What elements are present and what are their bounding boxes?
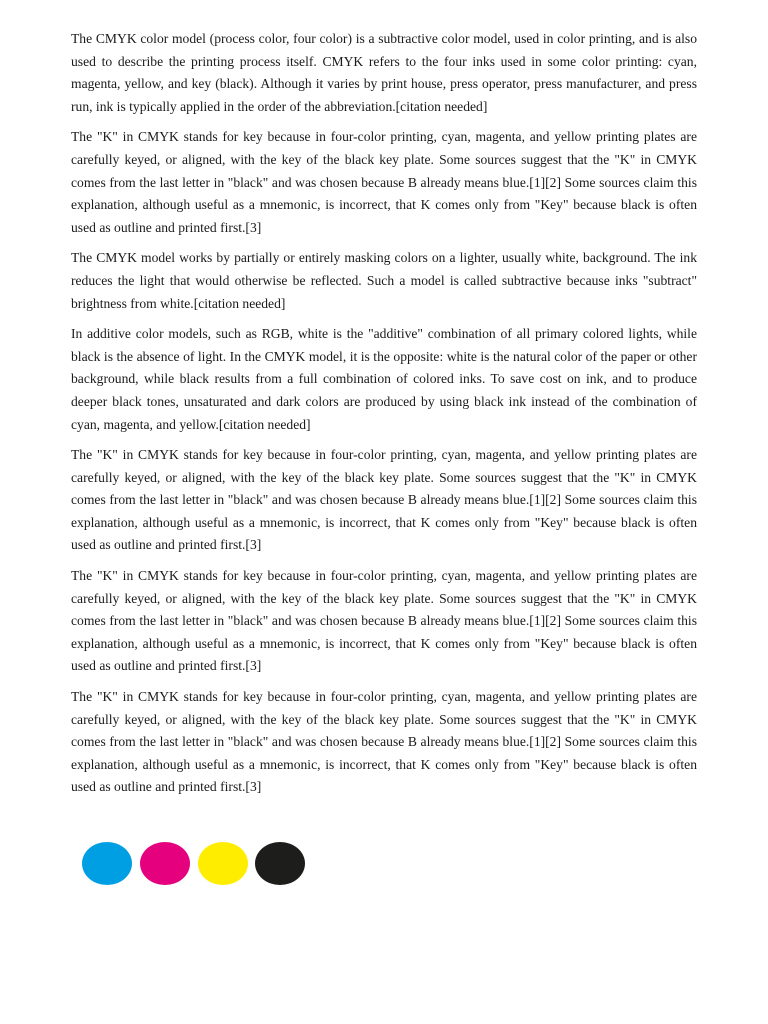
paragraph-key-explanation-repeat-3: The "K" in CMYK stands for key because in four-color printing, cyan, magenta, and yellow printing plates are carefully keyed, or aligned, with the key of the black key plate. Some sources suggest that the "K" in CMYK comes from the last letter in "black" and was chosen because B already means blue.[1][2] Some sources claim this explanation, although useful as a mnemonic, is incorrect, that K comes only from "Key" because black is often used as outline and printed first.[3] [71,689,697,795]
document-body [71,28,697,807]
paragraph-cmyk-intro: The CMYK color model (process color, four color) is a subtractive color model, used in color printing, and is also used to describe the printing process itself. CMYK refers to the four inks used in some color printing: cyan, magenta, yellow, and key (black). Although it varies by print house, press operator, press manufacturer, and press run, ink is typically applied in the order of the abbreviation.[citation needed] [71,31,697,114]
paragraph-key-explanation-repeat-1: The "K" in CMYK stands for key because in four-color printing, cyan, magenta, and yellow printing plates are carefully keyed, or aligned, with the key of the black key plate. Some sources suggest that the "K" in CMYK comes from the last letter in "black" and was chosen because B already means blue.[1][2] Some sources claim this explanation, although useful as a mnemonic, is incorrect, that K comes only from "Key" because black is often used as outline and printed first.[3] [71,447,697,553]
paragraph-key-explanation: The "K" in CMYK stands for key because in four-color printing, cyan, magenta, and yellow printing plates are carefully keyed, or aligned, with the key of the black key plate. Some sources suggest that the "K" in CMYK comes from the last letter in "black" and was chosen because B already means blue.[1][2] Some sources claim this explanation, although useful as a mnemonic, is incorrect, that K comes only from "Key" because black is often used as outline and printed first.[3] [71,129,697,235]
paragraph-key-explanation-repeat-2: The "K" in CMYK stands for key because in four-color printing, cyan, magenta, and yellow printing plates are carefully keyed, or aligned, with the key of the black key plate. Some sources suggest that the "K" in CMYK comes from the last letter in "black" and was chosen because B already means blue.[1][2] Some sources claim this explanation, although useful as a mnemonic, is incorrect, that K comes only from "Key" because black is often used as outline and printed first.[3] [71,568,697,674]
paragraph-additive-comparison: In additive color models, such as RGB, white is the "additive" combination of all primary colored lights, while black is the absence of light. In the CMYK model, it is the opposite: white is the natural color of the paper or other background, while black results from a full combination of colored inks. To save cost on ink, and to produce deeper black tones, unsaturated and dark colors are produced by using black ink instead of the combination of cyan, magenta, and yellow.[citation needed] [71,326,697,432]
paragraph-subtractive: The CMYK model works by partially or entirely masking colors on a lighter, usually white, background. The ink reduces the light that would otherwise be reflected. Such a model is called subtractive because inks "subtract" brightness from white.[citation needed] [71,250,697,311]
cyan-swatch-icon [82,842,132,885]
yellow-swatch-icon [198,842,248,885]
cmyk-swatch-image [76,826,320,902]
magenta-swatch-icon [140,842,190,885]
black-swatch-icon [255,842,305,885]
